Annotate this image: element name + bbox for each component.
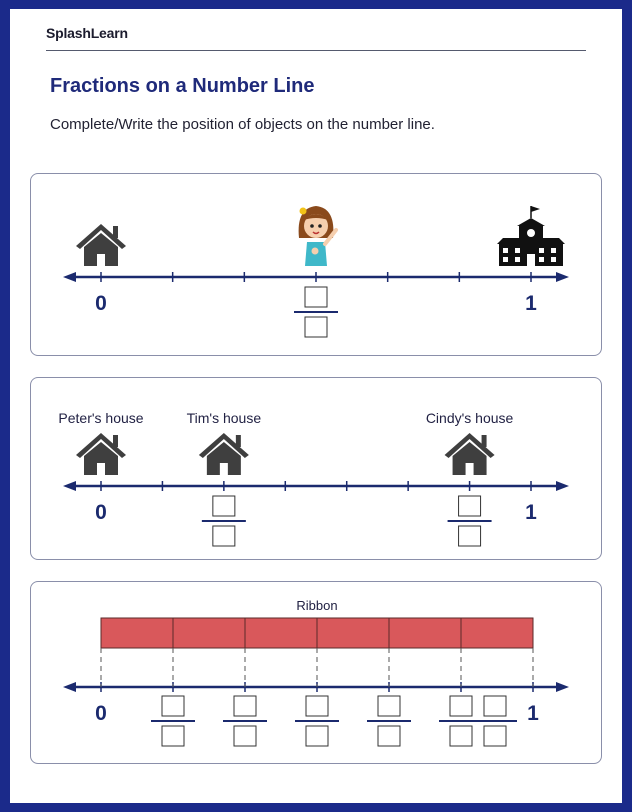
house-icon [199,433,249,475]
window [503,248,508,253]
chimney [113,435,118,447]
window [551,257,556,262]
numerator-box [213,496,235,516]
house-icon [76,224,126,266]
ribbon-label: Ribbon [296,598,338,613]
problem-2-number-line [31,378,603,561]
instructions: Complete/Write the position of objects on the number line. [50,116,435,133]
numerator-box [378,696,400,716]
chimney [482,435,487,447]
label-zero: 0 [95,702,107,725]
hair-clip [300,208,307,215]
denominator-box [306,726,328,746]
ribbon-answer-box[interactable] [367,696,411,746]
label-one: 1 [525,501,537,524]
p2-arrow-left-icon [63,481,76,491]
girl-answer-box[interactable] [294,287,338,337]
numerator-box [162,696,184,716]
problem-1-panel [30,173,602,356]
chimney [236,435,241,447]
label-zero: 0 [95,292,107,315]
window [539,257,544,262]
p1-arrow-left-icon [63,272,76,282]
house-label: Cindy's house [425,410,514,426]
hand [312,248,319,255]
label-zero: 0 [95,501,107,524]
eye [318,224,322,228]
numerator-box [484,696,506,716]
flag-icon [531,206,540,212]
numerator-box [234,696,256,716]
page-title: Fractions on a Number Line [50,75,315,97]
ribbon-answer-box[interactable] [223,696,267,746]
denominator-box [234,726,256,746]
eye [310,224,314,228]
denominator-box [213,526,235,546]
denominator-box [450,726,472,746]
window [515,257,520,262]
house-answer-box[interactable] [448,496,492,546]
brand-logo: SplashLearn [46,25,128,41]
p3-arrow-right-icon [556,682,569,692]
house-answer-box[interactable] [202,496,246,546]
denominator-box [305,317,327,337]
school-tower-roof [517,218,545,226]
chimney [113,226,118,238]
label-one: 1 [527,702,539,725]
window [503,257,508,262]
house-label: Peter's house [58,410,144,426]
school-icon [497,206,565,266]
label-one: 1 [525,292,537,315]
p2-arrow-right-icon [556,481,569,491]
house-label: Tim's house [186,410,262,426]
worksheet [10,9,622,803]
numerator-box [450,696,472,716]
problem-3-number-line [31,582,603,765]
denominator-box [378,726,400,746]
ribbon-answer-box[interactable] [473,696,517,746]
numerator-box [459,496,481,516]
window [551,248,556,253]
header-divider [46,50,586,51]
clock-icon [527,229,535,237]
school-door [527,254,535,266]
window [515,248,520,253]
denominator-box [459,526,481,546]
girl-icon [299,206,336,266]
problem-3-panel [30,581,602,764]
p3-arrow-left-icon [63,682,76,692]
problem-2-panel [30,377,602,560]
ribbon-answer-box[interactable] [295,696,339,746]
problem-1-number-line [31,174,603,357]
numerator-box [305,287,327,307]
ribbon-answer-box[interactable] [151,696,195,746]
denominator-box [484,726,506,746]
window [539,248,544,253]
p1-arrow-right-icon [556,272,569,282]
house-icon [445,433,495,475]
numerator-box [306,696,328,716]
denominator-box [162,726,184,746]
house-icon [76,433,126,475]
